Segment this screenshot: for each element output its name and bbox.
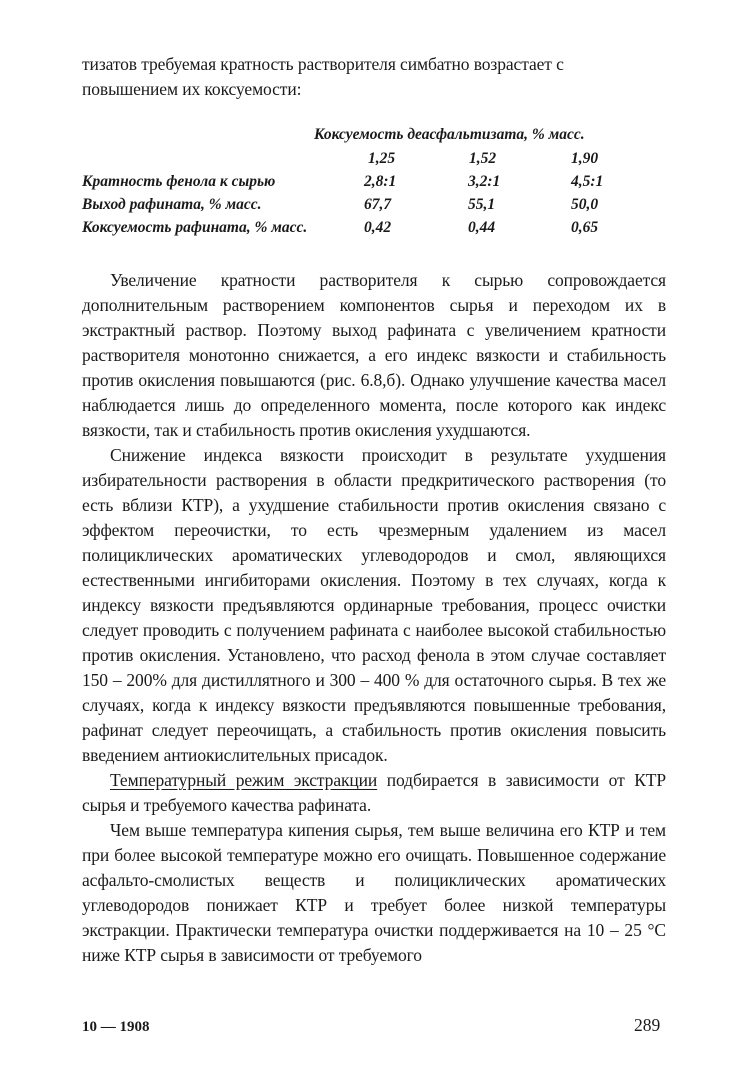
- table-row-label: Кратность фенола к сырью: [82, 173, 276, 190]
- table-cell: 4,5:1: [571, 173, 604, 190]
- table-row: [82, 196, 666, 218]
- table-cell: 3,2:1: [468, 173, 501, 190]
- paragraph-3: [82, 768, 666, 818]
- paragraph-4: Чем выше температура кипения сырья, тем выше величина его КТР и тем при более высокой температуре можно его очищать. Повышенное содержание асфальто-смолистых веществ и полициклических ароматических углеводородов понижает КТР и требует более низкой температуры экстракции. Практически температура очистки поддерживается на 10 – 25 °С ниже КТР сырья в зависимости от требуемого: [82, 820, 666, 965]
- table-cell: 0,44: [468, 219, 496, 236]
- intro-line-1: тизатов требуемая кратность растворителя симбатно возрастает с: [82, 54, 564, 74]
- page-content: [82, 52, 666, 968]
- table-caption: Коксуемость деасфальтизата, % масс.: [314, 126, 585, 143]
- paragraph-3-text: подбирается в зависимости от КТР сырья и требуемого качества рафината.: [82, 770, 666, 815]
- table-row-label: Коксуемость рафината, % масс.: [82, 219, 308, 236]
- table-cell: 2,8:1: [364, 173, 397, 190]
- page-number: 289: [634, 1015, 661, 1035]
- signature-mark: 10 — 1908: [82, 1019, 150, 1035]
- table-row-label: Выход рафината, % масс.: [82, 196, 262, 213]
- table-row: [82, 219, 666, 241]
- table-column-header: 1,52: [469, 150, 497, 167]
- table-cell: 0,65: [571, 219, 599, 236]
- table-cell: 55,1: [468, 196, 496, 213]
- table-row: [82, 173, 666, 195]
- table-cell: 50,0: [571, 196, 599, 213]
- intro-line-2: повышением их коксуемости:: [82, 79, 302, 99]
- table-cell: 0,42: [364, 219, 392, 236]
- table-cell: 67,7: [364, 196, 392, 213]
- paragraph-2: Снижение индекса вязкости происходит в результате ухудшения избирательности растворения в области предкритического растворения (то есть вблизи КТР), а ухудшение стабильности против окисления связано с эффектом переочистки, то есть чрезмерным удалением из масел полициклических ароматических углеводородов и смол, являющихся естественными ингибиторами окисления. Поэтому в тех случаях, когда к индексу вязкости предъявляются ординарные требования, процесс очистки следует проводить с получением рафината с наиболее высокой стабильностью против окисления. Установлено, что расход фенола в этом случае составляет 150 – 200% для дистиллятного и 300 – 400 % для остаточного сырья. В тех же случаях, когда к индексу вязкости предъявляются повышенные требования, рафинат следует переочищать, а стабильность против окисления повысить введением антиокислительных присадок.: [82, 445, 666, 765]
- intro-text: [82, 52, 666, 102]
- table-header-row: [82, 150, 666, 172]
- table-column-header: 1,25: [368, 150, 396, 167]
- section-heading-underlined: Температурный режим экстракции: [110, 770, 378, 790]
- paragraph-1: Увеличение кратности растворителя к сырью сопровождается дополнительным растворением компонентов сырья и переходом их в экстрактный раствор. Поэтому выход рафината с увеличением кратности растворителя монотонно снижается, а его индекс вязкости и стабильность против окисления повышаются (рис. 6.8,б). Однако улучшение качества масел наблюдается лишь до определенного момента, после которого как индекс вязкости, так и стабильность против окисления ухудшаются.: [82, 270, 666, 440]
- table-column-header: 1,90: [571, 150, 599, 167]
- coking-table: [82, 126, 666, 246]
